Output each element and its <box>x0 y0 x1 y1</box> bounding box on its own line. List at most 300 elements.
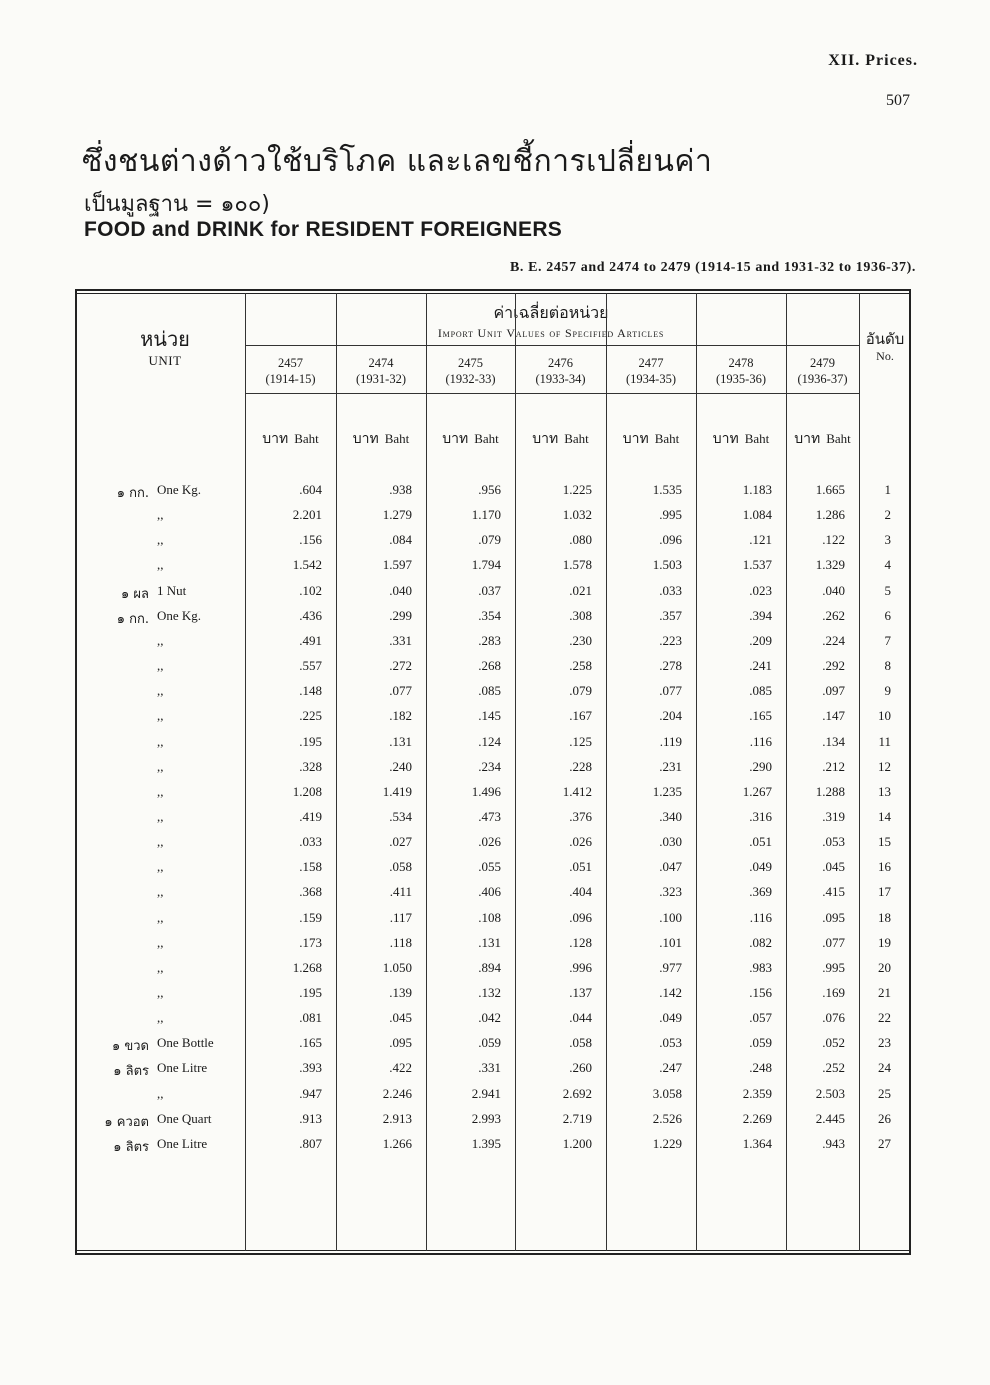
unit-value: .331 <box>389 632 412 648</box>
unit-value: 1.225 <box>562 482 592 497</box>
year-header-2476 <box>515 355 606 387</box>
unit-value: .182 <box>389 708 412 724</box>
unit-value: .369 <box>749 884 772 900</box>
unit-value: 1.329 <box>815 557 845 573</box>
unit-value: .051 <box>749 834 772 850</box>
year-ad: (1931-32) <box>356 372 406 386</box>
currency-label <box>245 428 336 450</box>
unit-thai: ๑ ผล <box>121 586 149 602</box>
unit-value: 1.050 <box>382 959 412 975</box>
unit-value: .100 <box>659 909 682 925</box>
unit-value: .101 <box>659 934 682 950</box>
unit-value: .204 <box>659 708 682 724</box>
unit-value: .045 <box>822 859 845 875</box>
unit-value: .095 <box>822 909 845 925</box>
unit-value: .058 <box>569 1035 592 1051</box>
unit-value: .139 <box>389 985 412 1000</box>
table-border-top <box>75 289 911 291</box>
unit-value: .354 <box>478 607 501 623</box>
row-number: 6 <box>884 607 891 623</box>
unit-value: .415 <box>822 884 845 900</box>
unit-value: .224 <box>822 632 845 648</box>
unit-value: .394 <box>749 607 772 623</box>
unit-value: .037 <box>478 582 501 598</box>
unit-value: .241 <box>749 658 772 673</box>
unit-value: .080 <box>569 532 592 548</box>
unit-value: 1.268 <box>292 959 322 975</box>
unit-value: .225 <box>299 708 322 724</box>
unit-english: ,, <box>157 909 164 925</box>
unit-value: .995 <box>659 507 682 523</box>
unit-value: 1.229 <box>652 1135 682 1151</box>
unit-value: .195 <box>299 985 322 1000</box>
unit-value: .082 <box>749 934 772 950</box>
unit-value: 2.359 <box>742 1085 772 1101</box>
unit-value: .125 <box>569 733 592 749</box>
unit-value: 2.269 <box>742 1110 772 1126</box>
unit-value: .116 <box>749 733 772 749</box>
unit-value: .228 <box>569 758 592 774</box>
unit-value: .230 <box>569 632 592 648</box>
unit-english: ,, <box>157 1085 164 1101</box>
unit-value: 1.419 <box>382 783 412 799</box>
unit-value: .116 <box>749 909 772 925</box>
table-row <box>75 1136 911 1161</box>
unit-value: .059 <box>749 1035 772 1051</box>
unit-value: .132 <box>478 985 501 1000</box>
unit-thai: ๑ ขวด <box>111 1039 149 1055</box>
year-ad: (1932-33) <box>445 372 496 386</box>
year-be: 2479 <box>810 356 835 370</box>
unit-value: .262 <box>822 607 845 623</box>
table-row <box>75 482 911 507</box>
unit-value: 1.170 <box>471 507 501 523</box>
unit-value: .404 <box>569 884 592 900</box>
unit-value: .473 <box>478 809 501 824</box>
unit-english: One Kg. <box>157 607 202 623</box>
currency-thai: บาท <box>794 431 821 447</box>
unit-value: 1.794 <box>471 557 501 573</box>
row-number: 20 <box>878 959 891 975</box>
unit-value: .147 <box>822 708 845 724</box>
year-divider <box>245 393 859 394</box>
unit-value: .158 <box>299 859 322 875</box>
unit-value: .085 <box>749 683 772 699</box>
unit-value: .128 <box>569 934 592 950</box>
currency-label <box>426 428 515 450</box>
unit-value: .393 <box>299 1060 322 1076</box>
unit-value: .258 <box>569 658 592 673</box>
unit-value: 2.445 <box>815 1110 845 1126</box>
row-number: 15 <box>878 834 891 850</box>
table-row <box>75 759 911 784</box>
unit-value: .422 <box>389 1060 412 1076</box>
unit-value: .376 <box>569 809 592 824</box>
unit-value: .102 <box>299 582 322 598</box>
unit-value: 2.993 <box>471 1110 501 1126</box>
year-be: 2478 <box>728 356 754 370</box>
values-header-english: Import Unit Values of Specified Articles <box>437 326 665 340</box>
row-number: 5 <box>884 582 891 598</box>
currency-label <box>786 428 859 450</box>
unit-value: .117 <box>389 909 412 925</box>
table-row <box>75 834 911 859</box>
row-number: 1 <box>884 482 891 497</box>
currency-english: Baht <box>564 431 589 446</box>
unit-header-thai: หน่วย <box>140 327 190 351</box>
row-number: 24 <box>878 1060 891 1076</box>
unit-value: .051 <box>569 859 592 875</box>
unit-value: .026 <box>569 834 592 850</box>
unit-value: 1.503 <box>652 557 682 573</box>
unit-value: 1.279 <box>382 507 412 523</box>
unit-english: One Bottle <box>157 1035 214 1051</box>
row-number: 21 <box>878 985 891 1000</box>
unit-value: 2.692 <box>562 1085 592 1101</box>
header-divider <box>245 345 859 346</box>
unit-value: 1.208 <box>292 783 322 799</box>
currency-english: Baht <box>654 431 680 446</box>
unit-value: .165 <box>749 708 772 724</box>
unit-value: .419 <box>299 809 322 824</box>
unit-value: .977 <box>659 959 682 975</box>
unit-value: .077 <box>822 934 845 950</box>
currency-label <box>336 428 426 450</box>
row-number: 26 <box>878 1110 891 1126</box>
unit-english: ,, <box>157 632 164 648</box>
year-ad: (1935-36) <box>716 372 766 386</box>
year-header-2475 <box>426 355 515 387</box>
unit-value: 1.286 <box>815 507 845 523</box>
unit-english: ,, <box>157 658 164 673</box>
table-row <box>75 683 911 708</box>
unit-value: .058 <box>389 859 412 875</box>
year-ad: (1933-34) <box>535 372 586 386</box>
unit-value: .033 <box>659 582 682 598</box>
row-number: 11 <box>878 733 891 749</box>
table-row <box>75 557 911 582</box>
section-heading: XII. Prices. <box>828 52 918 69</box>
unit-value: .913 <box>299 1110 322 1126</box>
unit-value: 2.941 <box>471 1085 501 1101</box>
row-number: 2 <box>884 507 891 523</box>
unit-value: 1.597 <box>382 557 412 573</box>
table-row <box>75 708 911 733</box>
table-row <box>75 884 911 909</box>
unit-value: 2.503 <box>815 1085 845 1101</box>
year-ad: (1934-35) <box>626 372 676 386</box>
unit-value: 2.201 <box>292 507 322 523</box>
unit-value: .040 <box>822 582 845 598</box>
unit-value: 1.542 <box>292 557 322 573</box>
unit-value: .052 <box>822 1035 845 1051</box>
unit-value: .299 <box>389 607 412 623</box>
unit-value: .947 <box>299 1085 322 1101</box>
table-row <box>75 910 911 935</box>
currency-label <box>696 428 786 450</box>
currency-thai: บาท <box>262 431 289 447</box>
table-row <box>75 532 911 557</box>
unit-value: .331 <box>478 1060 501 1076</box>
unit-value: .023 <box>749 582 772 598</box>
row-number: 9 <box>884 683 891 699</box>
table-row <box>75 658 911 683</box>
unit-value: .292 <box>822 658 845 673</box>
row-number: 16 <box>878 859 891 875</box>
currency-thai: บาท <box>442 431 469 447</box>
unit-value: 2.719 <box>562 1110 592 1126</box>
unit-value: .119 <box>659 733 682 749</box>
unit-english: ,, <box>157 783 164 799</box>
row-number: 13 <box>878 783 891 799</box>
currency-label <box>606 428 696 450</box>
unit-english: ,, <box>157 758 164 774</box>
unit-value: .368 <box>299 884 322 900</box>
unit-english: ,, <box>157 733 164 749</box>
unit-value: .252 <box>822 1060 845 1076</box>
table-row <box>75 960 911 985</box>
unit-value: 1.267 <box>742 783 772 799</box>
unit-value: .983 <box>749 959 772 975</box>
unit-value: .212 <box>822 758 845 774</box>
table-row <box>75 935 911 960</box>
order-header-english: No. <box>876 349 894 363</box>
unit-value: .137 <box>569 985 592 1000</box>
currency-thai: บาท <box>622 431 649 447</box>
unit-value: .042 <box>478 1010 501 1026</box>
unit-value: 2.526 <box>652 1110 682 1126</box>
unit-value: 1.183 <box>742 482 772 497</box>
unit-value: .195 <box>299 733 322 749</box>
title-thai-line2: เป็นมูลฐาน = ๑๐๐) <box>84 192 270 217</box>
table-row <box>75 784 911 809</box>
unit-value: .108 <box>478 909 501 925</box>
table-row <box>75 809 911 834</box>
unit-english: ,, <box>157 834 164 850</box>
unit-value: .124 <box>478 733 501 749</box>
unit-value: .167 <box>569 708 592 724</box>
row-number: 17 <box>878 884 891 900</box>
unit-value: .076 <box>822 1010 845 1026</box>
unit-value: .165 <box>299 1035 322 1051</box>
unit-value: 2.246 <box>382 1085 412 1101</box>
table-row <box>75 1035 911 1060</box>
currency-english: Baht <box>294 431 319 446</box>
unit-value: .995 <box>822 959 845 975</box>
unit-value: .057 <box>749 1010 772 1026</box>
unit-english: ,, <box>157 1010 164 1026</box>
unit-value: .033 <box>299 834 322 850</box>
unit-thai: ๑ กก. <box>116 611 149 627</box>
unit-value: .079 <box>569 683 592 699</box>
unit-value: .234 <box>478 758 501 774</box>
unit-value: .223 <box>659 632 682 648</box>
unit-value: 1.032 <box>562 507 592 523</box>
unit-value: .328 <box>299 758 322 774</box>
unit-english: ,, <box>157 859 164 875</box>
unit-value: 1.266 <box>382 1135 412 1151</box>
unit-value: .081 <box>299 1010 322 1026</box>
row-number: 8 <box>884 658 891 673</box>
unit-english: ,, <box>157 708 164 724</box>
unit-value: .406 <box>478 884 501 900</box>
unit-value: .142 <box>659 985 682 1000</box>
unit-value: 1.235 <box>652 783 682 799</box>
unit-value: .077 <box>659 683 682 699</box>
unit-value: .894 <box>478 959 501 975</box>
unit-value: .290 <box>749 758 772 774</box>
currency-english: Baht <box>826 431 851 446</box>
unit-value: 2.913 <box>382 1110 412 1126</box>
unit-thai: ๑ ควอต <box>104 1114 149 1130</box>
table-row <box>75 1060 911 1085</box>
currency-thai: บาท <box>352 431 379 447</box>
unit-english: ,, <box>157 809 164 824</box>
currency-thai: บาท <box>712 431 739 447</box>
unit-value: .240 <box>389 758 412 774</box>
unit-value: .096 <box>659 532 682 548</box>
unit-english: ,, <box>157 985 164 1000</box>
unit-value: .044 <box>569 1010 592 1026</box>
table-border-bottom <box>75 1253 911 1255</box>
row-number: 3 <box>884 532 891 548</box>
page-number: 507 <box>886 92 910 109</box>
unit-header-english: UNIT <box>148 353 182 368</box>
unit-value: .436 <box>299 607 322 623</box>
unit-value: 1.535 <box>652 482 682 497</box>
currency-english: Baht <box>744 431 770 446</box>
unit-value: .156 <box>299 532 322 548</box>
unit-english: ,, <box>157 507 164 523</box>
unit-english: One Litre <box>157 1060 208 1076</box>
order-header-thai: อันดับ <box>865 330 905 348</box>
unit-value: .027 <box>389 834 412 850</box>
table-row <box>75 859 911 884</box>
year-ad: (1936-37) <box>797 372 848 386</box>
row-number: 12 <box>878 758 891 774</box>
unit-value: 1.084 <box>742 507 772 523</box>
unit-value: .272 <box>389 658 412 673</box>
unit-value: .084 <box>389 532 412 548</box>
unit-value: .173 <box>299 934 322 950</box>
unit-value: 1.412 <box>562 783 592 799</box>
year-be: 2477 <box>638 356 664 370</box>
unit-thai: ๑ ลิตร <box>113 1139 149 1155</box>
unit-value: .131 <box>389 733 412 749</box>
unit-value: .268 <box>478 658 501 673</box>
unit-english: 1 Nut <box>157 582 187 598</box>
unit-value: .053 <box>659 1035 682 1051</box>
table-subtitle: B. E. 2457 and 2474 to 2479 (1914-15 and 1931-32 to 1936-37). <box>509 260 916 275</box>
unit-english: ,, <box>157 934 164 950</box>
unit-value: .021 <box>569 582 592 598</box>
row-number: 18 <box>878 909 891 925</box>
unit-value: .122 <box>822 532 845 548</box>
table-row <box>75 1086 911 1111</box>
unit-value: .148 <box>299 683 322 699</box>
unit-value: .040 <box>389 582 412 598</box>
unit-value: .156 <box>749 985 772 1000</box>
row-number: 25 <box>878 1085 891 1101</box>
unit-value: .059 <box>478 1035 501 1051</box>
table-row <box>75 985 911 1010</box>
year-header-2474 <box>336 355 426 387</box>
unit-value: .938 <box>389 482 412 497</box>
unit-english: ,, <box>157 532 164 548</box>
unit-value: 1.395 <box>471 1135 501 1151</box>
row-number: 27 <box>878 1135 891 1151</box>
year-be: 2457 <box>278 356 303 370</box>
unit-value: .053 <box>822 834 845 850</box>
values-header-thai: ค่าเฉลี่ยต่อหน่วย <box>493 303 609 322</box>
unit-value: .045 <box>389 1010 412 1026</box>
unit-english: One Quart <box>157 1110 212 1126</box>
price-table <box>75 289 911 1255</box>
title-thai-line1: ซึ่งชนต่างด้าวใช้บริโภค และเลขชี้การเปลี่ยนค่า <box>82 144 713 179</box>
currency-english: Baht <box>384 431 410 446</box>
table-row <box>75 1111 911 1136</box>
year-header-2457 <box>245 355 336 387</box>
unit-value: .260 <box>569 1060 592 1076</box>
unit-value: 1.578 <box>562 557 592 573</box>
year-be: 2475 <box>458 356 483 370</box>
unit-value: 3.058 <box>652 1085 682 1101</box>
unit-value: .604 <box>299 482 322 497</box>
unit-value: .159 <box>299 909 322 925</box>
unit-value: .557 <box>299 658 322 673</box>
unit-value: .121 <box>749 532 772 548</box>
unit-value: .491 <box>299 632 322 648</box>
unit-value: .956 <box>478 482 501 497</box>
row-number: 7 <box>884 632 891 648</box>
unit-value: .145 <box>478 708 501 724</box>
unit-value: .534 <box>389 809 412 824</box>
unit-value: .085 <box>478 683 501 699</box>
row-number: 14 <box>878 809 891 824</box>
unit-value: .030 <box>659 834 682 850</box>
unit-value: 1.364 <box>742 1135 772 1151</box>
unit-value: .118 <box>389 934 412 950</box>
unit-value: .411 <box>389 884 412 900</box>
unit-value: .807 <box>299 1135 322 1151</box>
row-number: 4 <box>884 557 891 573</box>
year-header-2479 <box>786 355 859 387</box>
unit-english: ,, <box>157 683 164 699</box>
unit-value: .231 <box>659 758 682 774</box>
unit-value: .283 <box>478 632 501 648</box>
table-row <box>75 1010 911 1035</box>
table-row <box>75 583 911 608</box>
unit-value: .319 <box>822 809 845 824</box>
unit-value: .077 <box>389 683 412 699</box>
unit-value: 1.496 <box>471 783 501 799</box>
unit-value: .340 <box>659 809 682 824</box>
unit-value: .079 <box>478 532 501 548</box>
unit-value: .026 <box>478 834 501 850</box>
table-row <box>75 734 911 759</box>
unit-value: .316 <box>749 809 772 824</box>
unit-value: .248 <box>749 1060 772 1076</box>
unit-value: .131 <box>478 934 501 950</box>
unit-value: 1.537 <box>742 557 772 573</box>
unit-thai: ๑ ลิตร <box>113 1064 149 1080</box>
year-ad: (1914-15) <box>265 372 316 386</box>
row-number: 10 <box>878 708 891 724</box>
unit-value: .209 <box>749 632 772 648</box>
unit-value: .055 <box>478 859 501 875</box>
currency-label <box>515 428 606 450</box>
unit-english: ,, <box>157 959 164 975</box>
